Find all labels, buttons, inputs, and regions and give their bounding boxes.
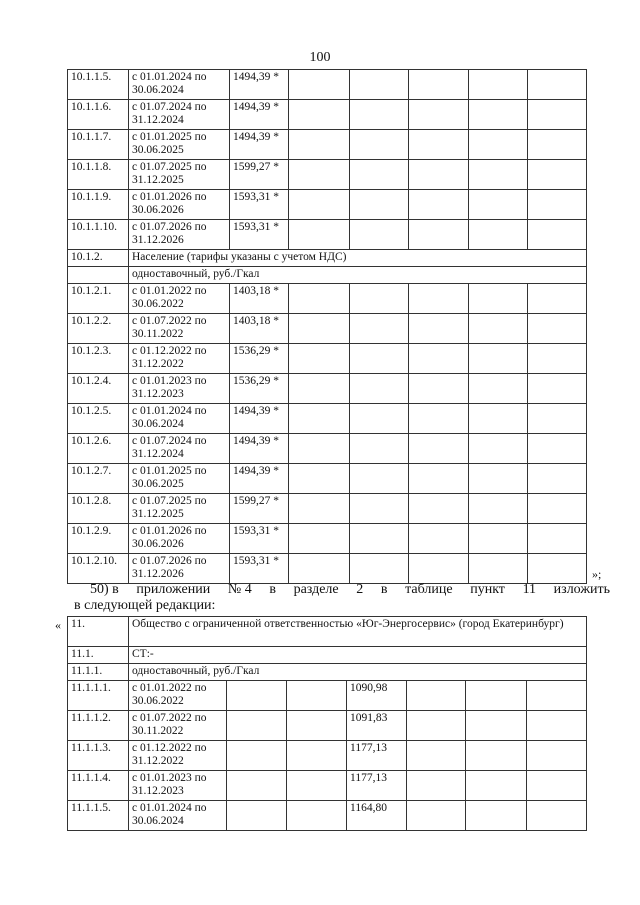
ct-code: 11.1.: [68, 647, 129, 664]
empty-cell: [350, 494, 409, 524]
table-row: [68, 741, 587, 771]
empty-cell: [469, 284, 528, 314]
empty-cell: [287, 771, 347, 801]
empty-cell: [528, 314, 587, 344]
empty-cell: [469, 100, 528, 130]
org-code: 11.: [68, 617, 129, 647]
empty-cell: [407, 681, 466, 711]
row-period: с 01.01.2025 по 30.06.2025: [129, 130, 230, 160]
empty-cell: [527, 771, 587, 801]
amendment-paragraph: [74, 582, 610, 614]
empty-cell: [350, 190, 409, 220]
row-period: с 01.01.2025 по 30.06.2025: [129, 464, 230, 494]
paragraph-word: в: [269, 582, 276, 597]
row-code: 10.1.2.9.: [68, 524, 129, 554]
empty-cell: [409, 284, 469, 314]
row-period: с 01.07.2024 по 31.12.2024: [129, 100, 230, 130]
paragraph-line-1: [90, 582, 610, 598]
empty-cell: [350, 344, 409, 374]
ct-text: СТ:-: [129, 647, 587, 664]
row-code: 11.1.1.2.: [68, 711, 129, 741]
row-code: 10.1.2.7.: [68, 464, 129, 494]
section-subtitle: одноставочный, руб./Гкал: [129, 267, 587, 284]
table-row: [68, 190, 587, 220]
row-code: 10.1.2.10.: [68, 554, 129, 584]
empty-cell: [287, 711, 347, 741]
row-period: с 01.12.2022 по 31.12.2022: [129, 741, 227, 771]
paragraph-word: изложить: [553, 582, 610, 597]
empty-cell: [528, 70, 587, 100]
empty-cell: [409, 70, 469, 100]
table-row: [68, 434, 587, 464]
table-row: [68, 404, 587, 434]
row-period: с 01.01.2023 по 31.12.2023: [129, 374, 230, 404]
paragraph-word: № 4: [227, 582, 252, 597]
empty-cell: [528, 100, 587, 130]
empty-cell: [409, 344, 469, 374]
empty-cell: [528, 190, 587, 220]
empty-cell: [469, 344, 528, 374]
row-value: 1177,13: [347, 741, 407, 771]
empty-cell: [289, 220, 350, 250]
empty-cell: [350, 130, 409, 160]
paragraph-word: приложении: [136, 582, 211, 597]
row-value: 1593,31 *: [230, 190, 289, 220]
row-value: 1599,27 *: [230, 160, 289, 190]
empty-cell: [289, 374, 350, 404]
empty-cell: [289, 344, 350, 374]
empty-cell: [350, 404, 409, 434]
empty-cell: [528, 220, 587, 250]
row-period: с 01.01.2024 по 30.06.2024: [129, 70, 230, 100]
empty-cell: [409, 464, 469, 494]
row-code: 10.1.1.5.: [68, 70, 129, 100]
empty-cell: [469, 70, 528, 100]
empty-cell: [528, 374, 587, 404]
empty-cell: [409, 130, 469, 160]
row-code: 10.1.1.10.: [68, 220, 129, 250]
empty-cell: [409, 554, 469, 584]
empty-cell: [409, 100, 469, 130]
empty-cell: [289, 494, 350, 524]
empty-cell: [227, 711, 287, 741]
empty-cell: [350, 284, 409, 314]
empty-cell: [469, 190, 528, 220]
row-code: 10.1.1.9.: [68, 190, 129, 220]
empty-cell: [407, 771, 466, 801]
sub-row: [68, 664, 587, 681]
empty-cell: [466, 681, 527, 711]
table-row: [68, 344, 587, 374]
row-code: 11.1.1.4.: [68, 771, 129, 801]
empty-cell: [409, 374, 469, 404]
empty-cell: [469, 524, 528, 554]
empty-cell: [289, 70, 350, 100]
empty-cell: [227, 681, 287, 711]
empty-cell: [469, 374, 528, 404]
table-row: [68, 160, 587, 190]
row-period: с 01.01.2024 по 30.06.2024: [129, 801, 227, 831]
row-value: 1091,83: [347, 711, 407, 741]
table-row: [68, 681, 587, 711]
empty-cell: [227, 741, 287, 771]
table-row: [68, 524, 587, 554]
table-row: [68, 374, 587, 404]
empty-cell: [287, 801, 347, 831]
row-code: 10.1.2.1.: [68, 284, 129, 314]
empty-cell: [407, 801, 466, 831]
paragraph-word: таблице: [405, 582, 453, 597]
empty-cell: [289, 464, 350, 494]
paragraph-word: 11: [522, 582, 537, 597]
quote-open: «: [55, 618, 61, 632]
empty-cell: [350, 220, 409, 250]
sub-code: 11.1.1.: [68, 664, 129, 681]
empty-cell: [409, 524, 469, 554]
table-row: [68, 494, 587, 524]
empty-cell: [227, 801, 287, 831]
row-code: 10.1.2.4.: [68, 374, 129, 404]
section-title: Население (тарифы указаны с учетом НДС): [129, 250, 587, 267]
row-value: 1494,39 *: [230, 434, 289, 464]
empty-cell: [289, 404, 350, 434]
row-value: 1494,39 *: [230, 464, 289, 494]
empty-cell: [289, 554, 350, 584]
row-value: 1494,39 *: [230, 130, 289, 160]
row-value: 1494,39 *: [230, 404, 289, 434]
row-value: 1494,39 *: [230, 70, 289, 100]
quote-close: »;: [592, 567, 602, 581]
section-subtitle-row: [68, 267, 587, 284]
tariff-table-10: [67, 69, 587, 584]
table-row: [68, 70, 587, 100]
empty-cell: [469, 494, 528, 524]
empty-cell: [466, 771, 527, 801]
empty-cell: [528, 524, 587, 554]
table-row: [68, 771, 587, 801]
paragraph-word: в: [380, 582, 388, 597]
row-value: 1403,18 *: [230, 314, 289, 344]
row-value: 1593,31 *: [230, 220, 289, 250]
paragraph-word: пункт: [470, 582, 505, 597]
empty-cell: [469, 314, 528, 344]
table-row: [68, 100, 587, 130]
row-code: 11.1.1.1.: [68, 681, 129, 711]
empty-cell: [350, 524, 409, 554]
empty-cell: [466, 801, 527, 831]
empty-cell: [409, 404, 469, 434]
empty-cell: [350, 100, 409, 130]
table-row: [68, 314, 587, 344]
ct-row: [68, 647, 587, 664]
row-period: с 01.07.2025 по 31.12.2025: [129, 494, 230, 524]
empty-cell: [469, 434, 528, 464]
table-row: [68, 464, 587, 494]
org-row: [68, 617, 587, 647]
empty-cell: [528, 130, 587, 160]
table-row: [68, 801, 587, 831]
empty-cell: [350, 70, 409, 100]
empty-cell: [350, 160, 409, 190]
empty-cell: [289, 524, 350, 554]
row-value: 1593,31 *: [230, 524, 289, 554]
row-code: 10.1.2.5.: [68, 404, 129, 434]
row-period: с 01.01.2026 по 30.06.2026: [129, 524, 230, 554]
empty-cell: [289, 314, 350, 344]
empty-cell: [469, 554, 528, 584]
paragraph-word: разделе: [293, 582, 339, 597]
empty-cell: [289, 130, 350, 160]
row-code: 10.1.2.8.: [68, 494, 129, 524]
row-code: 11.1.1.5.: [68, 801, 129, 831]
empty-cell: [409, 190, 469, 220]
table-row: [68, 220, 587, 250]
empty-cell: [407, 711, 466, 741]
empty-cell: [287, 681, 347, 711]
empty-cell: [409, 160, 469, 190]
row-period: с 01.07.2025 по 31.12.2025: [129, 160, 230, 190]
row-period: с 01.07.2026 по 31.12.2026: [129, 220, 230, 250]
empty-cell: [350, 374, 409, 404]
row-period: с 01.07.2022 по 30.11.2022: [129, 711, 227, 741]
row-period: с 01.07.2024 по 31.12.2024: [129, 434, 230, 464]
empty-cell: [528, 554, 587, 584]
row-period: с 01.07.2026 по 31.12.2026: [129, 554, 230, 584]
table-row: [68, 711, 587, 741]
row-period: с 01.01.2023 по 31.12.2023: [129, 771, 227, 801]
row-code: 11.1.1.3.: [68, 741, 129, 771]
table-row: [68, 284, 587, 314]
empty-cell: [466, 741, 527, 771]
row-code: 10.1.1.8.: [68, 160, 129, 190]
row-value: 1177,13: [347, 771, 407, 801]
row-value: 1403,18 *: [230, 284, 289, 314]
row-value: 1593,31 *: [230, 554, 289, 584]
row-value: 1164,80: [347, 801, 407, 831]
tariff-table-11: [67, 616, 587, 831]
empty-cell: [350, 464, 409, 494]
empty-cell: [409, 434, 469, 464]
page-number: 100: [309, 50, 331, 65]
empty-cell: [409, 494, 469, 524]
row-period: с 01.01.2022 по 30.06.2022: [129, 681, 227, 711]
empty-cell: [289, 160, 350, 190]
empty-cell: [528, 464, 587, 494]
row-value: 1090,98: [347, 681, 407, 711]
row-period: с 01.12.2022 по 31.12.2022: [129, 344, 230, 374]
empty-cell: [350, 434, 409, 464]
sub-text: одноставочный, руб./Гкал: [129, 664, 587, 681]
empty-cell: [469, 464, 528, 494]
empty-cell: [407, 741, 466, 771]
section-row: [68, 250, 587, 267]
empty-cell: [528, 404, 587, 434]
empty-cell: [527, 681, 587, 711]
empty-cell: [469, 130, 528, 160]
empty-cell: [409, 220, 469, 250]
row-code: 10.1.2.2.: [68, 314, 129, 344]
empty-cell: [528, 160, 587, 190]
row-value: 1536,29 *: [230, 374, 289, 404]
row-value: 1599,27 *: [230, 494, 289, 524]
row-code: 10.1.1.7.: [68, 130, 129, 160]
empty-cell: [469, 404, 528, 434]
row-code: 10.1.2.6.: [68, 434, 129, 464]
row-code: 10.1.2.3.: [68, 344, 129, 374]
empty-cell: [469, 160, 528, 190]
empty-cell: [527, 741, 587, 771]
empty-cell: [528, 494, 587, 524]
row-period: с 01.01.2024 по 30.06.2024: [129, 404, 230, 434]
empty-cell: [528, 344, 587, 374]
empty-cell: [527, 801, 587, 831]
row-code: 10.1.1.6.: [68, 100, 129, 130]
empty-cell: [289, 434, 350, 464]
empty-cell: [466, 711, 527, 741]
row-period: с 01.07.2022 по 30.11.2022: [129, 314, 230, 344]
empty-cell: [350, 314, 409, 344]
empty-cell: [350, 554, 409, 584]
row-period: с 01.01.2026 по 30.06.2026: [129, 190, 230, 220]
table-row: [68, 130, 587, 160]
empty-cell: [527, 711, 587, 741]
paragraph-word: 50) в: [90, 582, 119, 597]
empty-cell: [287, 741, 347, 771]
empty-cell: [409, 314, 469, 344]
row-value: 1494,39 *: [230, 100, 289, 130]
row-period: с 01.01.2022 по 30.06.2022: [129, 284, 230, 314]
empty-cell: [528, 434, 587, 464]
table-row: [68, 554, 587, 584]
row-value: 1536,29 *: [230, 344, 289, 374]
org-title: Общество с ограниченной ответственностью «Юг-Энергосервис» (город Екатеринбург): [129, 617, 587, 647]
paragraph-line-2: в следующей редакции:: [74, 598, 216, 613]
section-code: 10.1.2.: [68, 250, 129, 267]
paragraph-word: 2: [356, 582, 364, 597]
empty-cell: [227, 771, 287, 801]
empty-cell: [528, 284, 587, 314]
empty-cell: [289, 100, 350, 130]
empty-cell: [289, 284, 350, 314]
empty-cell: [469, 220, 528, 250]
empty-cell: [289, 190, 350, 220]
